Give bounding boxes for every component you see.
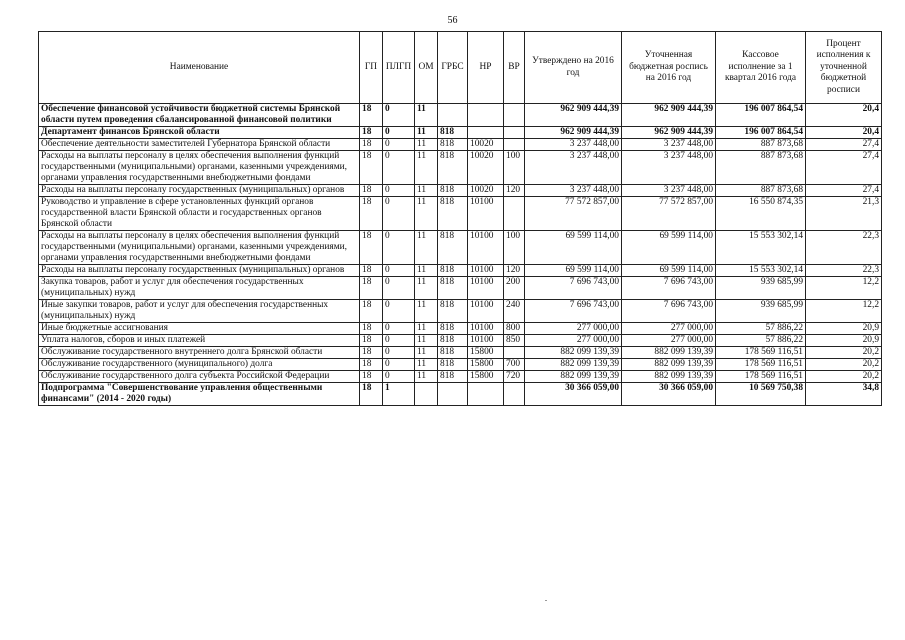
cell-ppgp: 0 (383, 185, 415, 197)
cell-grbs: 818 (438, 151, 468, 185)
table-row (39, 335, 882, 347)
cell-vr (504, 127, 525, 139)
cell-cash: 887 873,68 (716, 151, 806, 185)
cell-approved: 7 696 743,00 (525, 300, 622, 323)
cell-revised: 882 099 139,39 (622, 347, 716, 359)
cell-np: 15800 (468, 347, 504, 359)
cell-np: 15800 (468, 359, 504, 371)
cell-percent: 27,4 (806, 185, 882, 197)
cell-om: 11 (415, 265, 438, 277)
cell-approved: 3 237 448,00 (525, 139, 622, 151)
cell-gp: 18 (360, 185, 383, 197)
table-row (39, 265, 882, 277)
cell-ppgp: 0 (383, 323, 415, 335)
cell-grbs: 818 (438, 139, 468, 151)
cell-percent: 27,4 (806, 151, 882, 185)
cell-np: 10100 (468, 335, 504, 347)
cell-np: 10100 (468, 323, 504, 335)
cell-np: 10100 (468, 231, 504, 265)
cell-grbs: 818 (438, 371, 468, 383)
cell-vr: 120 (504, 185, 525, 197)
cell-revised: 962 909 444,39 (622, 104, 716, 127)
cell-vr: 240 (504, 300, 525, 323)
cell-vr: 720 (504, 371, 525, 383)
cell-cash: 57 886,22 (716, 335, 806, 347)
header-revised: Уточненная бюджетная роспись на 2016 год (622, 32, 716, 104)
table-row (39, 371, 882, 383)
cell-percent: 12,2 (806, 277, 882, 300)
cell-om (415, 383, 438, 406)
cell-approved: 30 366 059,00 (525, 383, 622, 406)
header-vr: ВР (504, 32, 525, 104)
cell-om: 11 (415, 300, 438, 323)
cell-om: 11 (415, 359, 438, 371)
cell-np: 10020 (468, 151, 504, 185)
cell-revised: 277 000,00 (622, 323, 716, 335)
cell-name: Обеспечение деятельности заместителей Губернатора Брянской области (39, 139, 360, 151)
cell-grbs: 818 (438, 197, 468, 231)
header-name: Наименование (39, 32, 360, 104)
header-approved: Утверждено на 2016 год (525, 32, 622, 104)
cell-om: 11 (415, 197, 438, 231)
cell-np: 10100 (468, 265, 504, 277)
cell-vr (504, 104, 525, 127)
table-row (39, 185, 882, 197)
cell-approved: 77 572 857,00 (525, 197, 622, 231)
cell-gp: 18 (360, 139, 383, 151)
cell-ppgp: 0 (383, 359, 415, 371)
cell-name: Расходы на выплаты персоналу в целях обеспечения выполнения функций государственными (муниципальными) органами, казенными учреждениями, органами управления государственными внебюджетными фондами (39, 231, 360, 265)
cell-name: Руководство и управление в сфере установленных функций органов государственной власти Брянской области и государственных органов Брянской области (39, 197, 360, 231)
cell-vr: 800 (504, 323, 525, 335)
cell-cash: 10 569 750,38 (716, 383, 806, 406)
cell-revised: 882 099 139,39 (622, 359, 716, 371)
cell-ppgp: 0 (383, 277, 415, 300)
cell-ppgp: 0 (383, 347, 415, 359)
cell-grbs: 818 (438, 127, 468, 139)
cell-np: 10020 (468, 185, 504, 197)
cell-om: 11 (415, 139, 438, 151)
cell-ppgp: 0 (383, 127, 415, 139)
cell-gp: 18 (360, 277, 383, 300)
cell-np (468, 127, 504, 139)
cell-ppgp: 0 (383, 151, 415, 185)
cell-revised: 7 696 743,00 (622, 277, 716, 300)
cell-vr: 100 (504, 231, 525, 265)
table-row (39, 347, 882, 359)
cell-gp: 18 (360, 300, 383, 323)
cell-gp: 18 (360, 335, 383, 347)
cell-gp: 18 (360, 371, 383, 383)
cell-revised: 3 237 448,00 (622, 185, 716, 197)
table-row (39, 359, 882, 371)
cell-ppgp: 0 (383, 104, 415, 127)
cell-percent: 20,9 (806, 323, 882, 335)
cell-percent: 20,2 (806, 371, 882, 383)
cell-grbs: 818 (438, 277, 468, 300)
cell-grbs: 818 (438, 359, 468, 371)
cell-om: 11 (415, 104, 438, 127)
cell-vr (504, 139, 525, 151)
cell-grbs: 818 (438, 323, 468, 335)
cell-gp: 18 (360, 151, 383, 185)
cell-percent: 20,4 (806, 104, 882, 127)
cell-ppgp: 0 (383, 335, 415, 347)
cell-cash: 15 553 302,14 (716, 265, 806, 277)
cell-grbs: 818 (438, 300, 468, 323)
cell-om: 11 (415, 323, 438, 335)
cell-np: 10020 (468, 139, 504, 151)
cell-revised: 69 599 114,00 (622, 231, 716, 265)
table-body (39, 104, 882, 406)
header-percent: Процент исполнения к уточненной бюджетной росписи (806, 32, 882, 104)
cell-cash: 15 553 302,14 (716, 231, 806, 265)
cell-approved: 962 909 444,39 (525, 104, 622, 127)
cell-ppgp: 1 (383, 383, 415, 406)
cell-name: Обслуживание государственного (муниципального) долга (39, 359, 360, 371)
cell-percent: 20,4 (806, 127, 882, 139)
cell-name: Обеспечение финансовой устойчивости бюджетной системы Брянской области путем проведения сбалансированной финансовой политики (39, 104, 360, 127)
cell-cash: 939 685,99 (716, 277, 806, 300)
cell-om: 11 (415, 151, 438, 185)
header-grbs: ГРБС (438, 32, 468, 104)
cell-np: 10100 (468, 277, 504, 300)
cell-name: Иные закупки товаров, работ и услуг для обеспечения государственных (муниципальных) нужд (39, 300, 360, 323)
cell-vr: 200 (504, 277, 525, 300)
cell-cash: 939 685,99 (716, 300, 806, 323)
cell-name: Закупка товаров, работ и услуг для обеспечения государственных (муниципальных) нужд (39, 277, 360, 300)
budget-execution-table (38, 31, 882, 406)
table-row (39, 151, 882, 185)
cell-ppgp: 0 (383, 231, 415, 265)
cell-revised: 882 099 139,39 (622, 371, 716, 383)
cell-revised: 69 599 114,00 (622, 265, 716, 277)
header-om: ОМ (415, 32, 438, 104)
cell-name: Обслуживание государственного внутреннего долга Брянской области (39, 347, 360, 359)
cell-name: Департамент финансов Брянской области (39, 127, 360, 139)
cell-cash: 196 007 864,54 (716, 104, 806, 127)
cell-ppgp: 0 (383, 300, 415, 323)
cell-grbs: 818 (438, 231, 468, 265)
cell-grbs: 818 (438, 347, 468, 359)
cell-vr: 700 (504, 359, 525, 371)
table-row (39, 104, 882, 127)
cell-gp: 18 (360, 265, 383, 277)
cell-approved: 962 909 444,39 (525, 127, 622, 139)
cell-name: Уплата налогов, сборов и иных платежей (39, 335, 360, 347)
cell-percent: 22,3 (806, 265, 882, 277)
header-cash: Кассовое исполнение за 1 квартал 2016 года (716, 32, 806, 104)
cell-vr (504, 197, 525, 231)
cell-gp: 18 (360, 127, 383, 139)
cell-percent: 21,3 (806, 197, 882, 231)
cell-grbs: 818 (438, 265, 468, 277)
cell-name: Расходы на выплаты персоналу государственных (муниципальных) органов (39, 265, 360, 277)
cell-percent: 20,2 (806, 359, 882, 371)
scan-speck (545, 600, 547, 601)
cell-approved: 7 696 743,00 (525, 277, 622, 300)
table-row (39, 139, 882, 151)
cell-cash: 196 007 864,54 (716, 127, 806, 139)
cell-name: Иные бюджетные ассигнования (39, 323, 360, 335)
cell-percent: 20,9 (806, 335, 882, 347)
cell-gp: 18 (360, 323, 383, 335)
cell-approved: 277 000,00 (525, 335, 622, 347)
header-ppgp: ПЛГП (383, 32, 415, 104)
cell-gp: 18 (360, 104, 383, 127)
cell-grbs: 818 (438, 185, 468, 197)
cell-name: Подпрограмма "Совершенствование управления общественными финансами" (2014 - 2020 годы) (39, 383, 360, 406)
cell-percent: 22,3 (806, 231, 882, 265)
cell-om: 11 (415, 335, 438, 347)
cell-cash: 178 569 116,51 (716, 347, 806, 359)
cell-ppgp: 0 (383, 197, 415, 231)
cell-revised: 7 696 743,00 (622, 300, 716, 323)
cell-ppgp: 0 (383, 139, 415, 151)
cell-approved: 3 237 448,00 (525, 185, 622, 197)
cell-cash: 57 886,22 (716, 323, 806, 335)
cell-approved: 882 099 139,39 (525, 371, 622, 383)
cell-np: 10100 (468, 300, 504, 323)
table-row (39, 127, 882, 139)
cell-grbs (438, 104, 468, 127)
cell-revised: 3 237 448,00 (622, 151, 716, 185)
cell-cash: 887 873,68 (716, 185, 806, 197)
cell-om: 11 (415, 185, 438, 197)
table-header-row (39, 32, 882, 104)
cell-cash: 178 569 116,51 (716, 371, 806, 383)
cell-np: 15800 (468, 371, 504, 383)
cell-gp: 18 (360, 231, 383, 265)
cell-revised: 77 572 857,00 (622, 197, 716, 231)
cell-percent: 12,2 (806, 300, 882, 323)
cell-cash: 16 550 874,35 (716, 197, 806, 231)
cell-np (468, 383, 504, 406)
cell-vr: 120 (504, 265, 525, 277)
table-row (39, 300, 882, 323)
cell-approved: 882 099 139,39 (525, 359, 622, 371)
cell-name: Расходы на выплаты персоналу в целях обеспечения выполнения функций государственными (муниципальными) органами, казенными учреждениями, органами управления государственными внебюджетными фондами (39, 151, 360, 185)
cell-approved: 69 599 114,00 (525, 265, 622, 277)
cell-revised: 3 237 448,00 (622, 139, 716, 151)
cell-approved: 277 000,00 (525, 323, 622, 335)
page-number: 56 (447, 15, 458, 26)
table-row (39, 197, 882, 231)
cell-vr: 850 (504, 335, 525, 347)
table-row (39, 277, 882, 300)
cell-revised: 30 366 059,00 (622, 383, 716, 406)
cell-om: 11 (415, 127, 438, 139)
cell-grbs (438, 383, 468, 406)
cell-gp: 18 (360, 383, 383, 406)
cell-gp: 18 (360, 359, 383, 371)
header-gp: ГП (360, 32, 383, 104)
cell-np (468, 104, 504, 127)
cell-revised: 962 909 444,39 (622, 127, 716, 139)
cell-vr (504, 347, 525, 359)
cell-om: 11 (415, 347, 438, 359)
cell-approved: 882 099 139,39 (525, 347, 622, 359)
cell-vr: 100 (504, 151, 525, 185)
table-row (39, 231, 882, 265)
cell-vr (504, 383, 525, 406)
cell-revised: 277 000,00 (622, 335, 716, 347)
cell-name: Обслуживание государственного долга субъекта Российской Федерации (39, 371, 360, 383)
cell-ppgp: 0 (383, 371, 415, 383)
cell-np: 10100 (468, 197, 504, 231)
cell-om: 11 (415, 277, 438, 300)
cell-percent: 27,4 (806, 139, 882, 151)
cell-gp: 18 (360, 197, 383, 231)
header-np: НР (468, 32, 504, 104)
cell-cash: 178 569 116,51 (716, 359, 806, 371)
cell-approved: 69 599 114,00 (525, 231, 622, 265)
cell-cash: 887 873,68 (716, 139, 806, 151)
table-row (39, 323, 882, 335)
cell-ppgp: 0 (383, 265, 415, 277)
cell-name: Расходы на выплаты персоналу государственных (муниципальных) органов (39, 185, 360, 197)
cell-om: 11 (415, 371, 438, 383)
cell-percent: 20,2 (806, 347, 882, 359)
cell-gp: 18 (360, 347, 383, 359)
cell-approved: 3 237 448,00 (525, 151, 622, 185)
table-row (39, 383, 882, 406)
cell-grbs: 818 (438, 335, 468, 347)
cell-om: 11 (415, 231, 438, 265)
cell-percent: 34,8 (806, 383, 882, 406)
